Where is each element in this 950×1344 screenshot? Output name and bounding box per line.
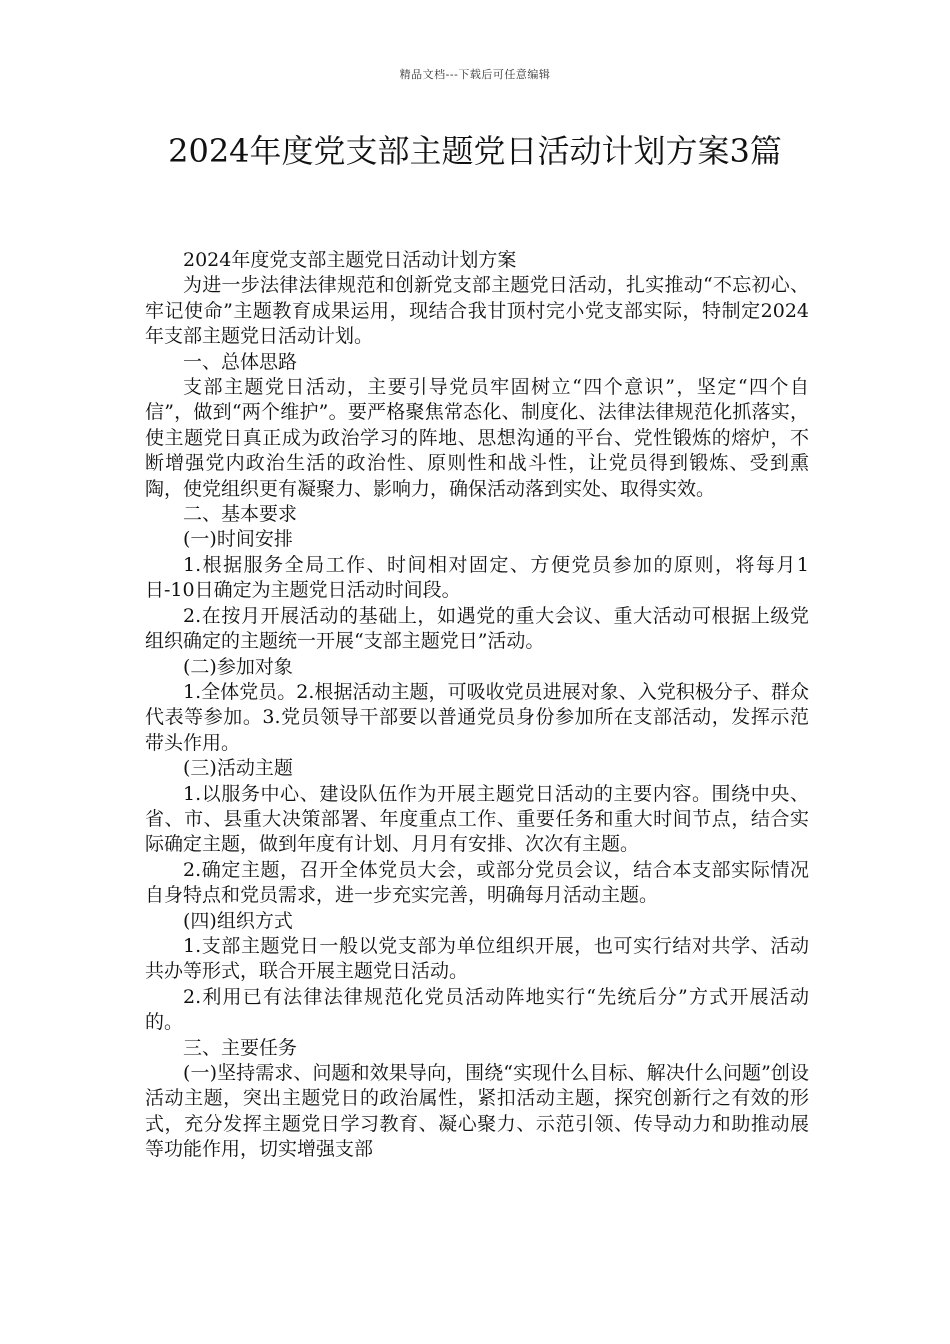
- paragraph-theme-1: 1.以服务中心、建设队伍作为开展主题党日活动的主要内容。围绕中央、省、市、县重大决策部署、年度重点工作、重要任务和重大时间节点，结合实际确定主题，做到年度有计划、月月有安排、次次有主题。: [145, 782, 809, 856]
- paragraph-participants: 1.全体党员。2.根据活动主题，可吸收党员进展对象、入党积极分子、群众代表等参加。3.党员领导干部要以普通党员身份参加所在支部活动，发挥示范带头作用。: [145, 680, 809, 754]
- section-heading-1: 一、总体思路: [183, 350, 298, 373]
- paragraph-organization-2: 2.利用已有法律法律规范化党员活动阵地实行“先统后分”方式开展活动的。: [145, 985, 809, 1034]
- header-note: 精品文档---下载后可任意编辑: [399, 68, 551, 81]
- subtitle-paragraph: 2024年度党支部主题党日活动计划方案: [183, 249, 517, 271]
- document-title: 2024年度党支部主题党日活动计划方案3篇: [168, 132, 782, 170]
- section-heading-2: 二、基本要求: [183, 503, 298, 526]
- paragraph-main-task-1: (一)坚持需求、问题和效果导向，围绕“实现什么目标、解决什么问题”创设活动主题，突出主题党日的政治属性，紧扣活动主题，探究创新行之有效的形式，充分发挥主题党日学习教育、凝心聚力、示范引领、传导动力和助推动展等功能作用，切实增强支部: [145, 1062, 809, 1161]
- paragraph-overall-idea: 支部主题党日活动，主要引导党员牢固树立“四个意识”，坚定“四个自信”，做到“两个维护”。要严格聚焦常态化、制度化、法律法律规范化抓落实，使主题党日真正成为政治学习的阵地、思想沟通的平台、党性锻炼的熔炉，不断增强党内政治生活的政治性、原则性和战斗性，让党员得到锻炼、受到熏陶，使党组织更有凝聚力、影响力，确保活动落到实处、取得实效。: [145, 376, 809, 500]
- intro-paragraph: 为进一步法律法律规范和创新党支部主题党日活动，扎实推动“不忘初心、牢记使命”主题教育成果运用，现结合我甘顶村完小党支部实际，特制定2024年支部主题党日活动计划。: [145, 274, 809, 348]
- subheading-participants: (二)参加对象: [183, 655, 293, 678]
- paragraph-theme-2: 2.确定主题，召开全体党员大会，或部分党员会议，结合本支部实际情况自身特点和党员需求，进一步充实完善，明确每月活动主题。: [145, 858, 809, 907]
- subheading-time: (一)时间安排: [183, 528, 293, 551]
- subheading-theme: (三)活动主题: [183, 757, 293, 780]
- section-heading-3: 三、主要任务: [183, 1036, 298, 1059]
- paragraph-organization-1: 1.支部主题党日一般以党支部为单位组织开展，也可实行结对共学、活动共办等形式，联合开展主题党日活动。: [145, 934, 809, 983]
- document-body: [145, 248, 809, 1163]
- paragraph-time-1: 1.根据服务全局工作、时间相对固定、方便党员参加的原则，将每月1日-10日确定为主题党日活动时间段。: [145, 553, 809, 602]
- paragraph-time-2: 2.在按月开展活动的基础上，如遇党的重大会议、重大活动可根据上级党组织确定的主题统一开展“支部主题党日”活动。: [145, 604, 809, 653]
- subheading-organization: (四)组织方式: [183, 909, 293, 932]
